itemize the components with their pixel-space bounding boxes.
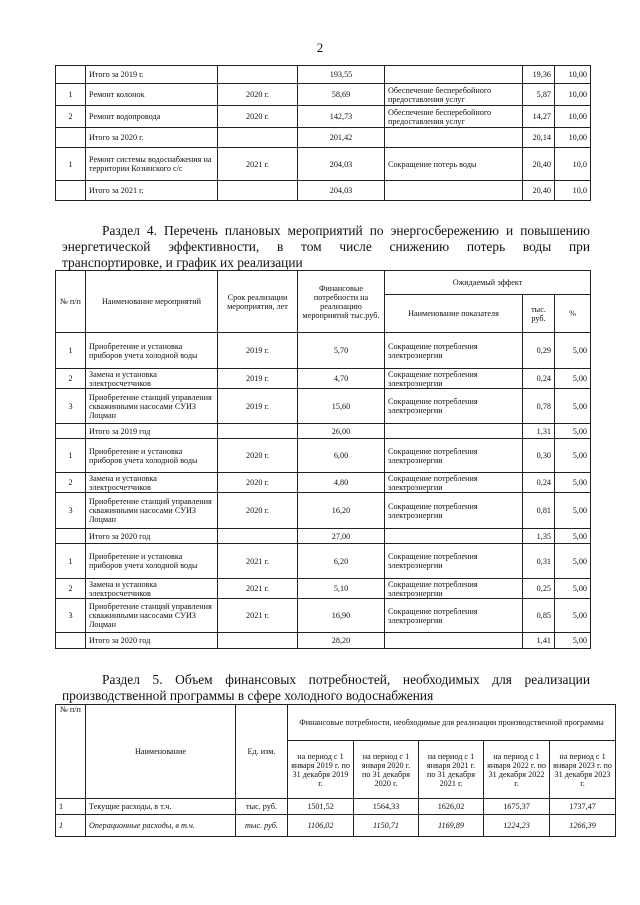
cell-year: 2021 г.: [218, 599, 298, 633]
cell-fin: 4,70: [298, 369, 385, 389]
cell-year: 2020 г.: [218, 439, 298, 473]
cell-cost: 193,55: [298, 66, 385, 84]
cell-pct: 5,00: [555, 599, 591, 633]
cell-indicator: Сокращение потребления электроэнергии: [385, 369, 523, 389]
cell-name: Итого за 2020 г.: [86, 128, 218, 148]
cell-pct: 5,00: [555, 473, 591, 493]
cell-pct: 5,00: [555, 633, 591, 649]
cell-name: Приобретение и установка приборов учета холодной воды: [86, 333, 218, 369]
cell-pct: 10,0: [555, 181, 591, 201]
cell-rub: 0,81: [523, 493, 555, 529]
cell-year: 2019 г.: [218, 333, 298, 369]
cell-name: Приобретение и установка приборов учета холодной воды: [86, 439, 218, 473]
cell-value: 1501,52: [288, 799, 354, 815]
cell-n: 2: [56, 369, 86, 389]
cell-n: [56, 633, 86, 649]
cell-year: [218, 128, 298, 148]
header-period: на период с 1 января 2022 г. по 31 декабря 2022 г.: [484, 741, 550, 799]
cell-year: 2020 г.: [218, 493, 298, 529]
cell-indicator: Сокращение потребления электроэнергии: [385, 544, 523, 579]
cell-name: Ремонт водопровода: [86, 106, 218, 128]
table-row: [56, 815, 616, 837]
table-row: [56, 66, 591, 84]
cell-name: Приобретение и установка приборов учета холодной воды: [86, 544, 218, 579]
cell-pct: 5,00: [555, 529, 591, 544]
cell-pct: 5,00: [555, 439, 591, 473]
cell-fin: 15,60: [298, 389, 385, 424]
cell-year: 2020 г.: [218, 84, 298, 106]
cell-n: 1: [56, 544, 86, 579]
cell-rub: 0,31: [523, 544, 555, 579]
cell-n: 1: [56, 799, 86, 815]
cell-indicator: Сокращение потребления электроэнергии: [385, 493, 523, 529]
header-period: на период с 1 января 2021 г. по 31 декабря 2021 г.: [419, 741, 484, 799]
cell-pct: 5,00: [555, 493, 591, 529]
cell-fin: 16,20: [298, 493, 385, 529]
cell-year: 2019 г.: [218, 389, 298, 424]
table-row: [56, 599, 591, 633]
cell-n: [56, 128, 86, 148]
cell-n: 3: [56, 493, 86, 529]
cell-indicator: [385, 633, 523, 649]
table-row: [56, 128, 591, 148]
cell-n: 3: [56, 389, 86, 424]
table-row: [56, 84, 591, 106]
cell-indicator: [385, 181, 523, 201]
header-n: № п/п: [56, 271, 86, 333]
cell-year: 2020 г.: [218, 473, 298, 493]
table-row: [56, 473, 591, 493]
table-energy-measures: [55, 270, 591, 649]
cell-fin: 5,10: [298, 579, 385, 599]
cell-year: 2021 г.: [218, 148, 298, 181]
table-row: [56, 148, 591, 181]
table-row: [56, 493, 591, 529]
cell-rub: 5,87: [523, 84, 555, 106]
cell-rub: 0,78: [523, 389, 555, 424]
cell-n: 1: [56, 148, 86, 181]
header-fin: Финансовые потребности на реализацию мероприятий тыс.руб.: [298, 271, 385, 333]
table-row: [56, 389, 591, 424]
cell-value: 1737,47: [550, 799, 616, 815]
cell-rub: 0,25: [523, 579, 555, 599]
cell-n: 2: [56, 106, 86, 128]
cell-name: Замена и установка электросчетчиков: [86, 473, 218, 493]
cell-rub: 1,41: [523, 633, 555, 649]
cell-n: 2: [56, 579, 86, 599]
cell-n: [56, 181, 86, 201]
cell-rub: 20,40: [523, 148, 555, 181]
cell-indicator: Сокращение потребления электроэнергии: [385, 579, 523, 599]
cell-name: Итого за 2020 год: [86, 529, 218, 544]
header-period: на период с 1 января 2019 г. по 31 декабря 2019 г.: [288, 741, 354, 799]
cell-n: 1: [56, 333, 86, 369]
cell-rub: 19,36: [523, 66, 555, 84]
cell-cost: 142,73: [298, 106, 385, 128]
cell-pct: 10,0: [555, 148, 591, 181]
table-row: [56, 633, 591, 649]
header-period: на период с 1 января 2023 г. по 31 декабря 2023 г.: [550, 741, 616, 799]
header-effect: Ожидаемый эффект: [385, 271, 591, 295]
cell-value: 1564,33: [354, 799, 419, 815]
header-rub: тыс. руб.: [523, 295, 555, 333]
cell-cost: 204,03: [298, 148, 385, 181]
header-group: Финансовые потребности, необходимые для реализации производственной программы: [288, 705, 616, 741]
cell-indicator: Сокращение потерь воды: [385, 148, 523, 181]
cell-name: Итого за 2020 год: [86, 633, 218, 649]
header-indicator: Наименование показателя: [385, 295, 523, 333]
header-term: Срок реализации мероприятия, лет: [218, 271, 298, 333]
cell-fin: 6,00: [298, 439, 385, 473]
cell-year: [218, 66, 298, 84]
cell-value: 1626,02: [419, 799, 484, 815]
cell-n: [56, 66, 86, 84]
cell-indicator: Сокращение потребления электроэнергии: [385, 473, 523, 493]
cell-year: [218, 529, 298, 544]
cell-year: 2019 г.: [218, 369, 298, 389]
cell-rub: 0,24: [523, 369, 555, 389]
cell-name: Итого за 2019 г.: [86, 66, 218, 84]
cell-indicator: [385, 128, 523, 148]
table-row: [56, 181, 591, 201]
cell-name: Приобретение станций управления скважинными насосами СУИЗ Лоцман: [86, 389, 218, 424]
page-number: 2: [316, 40, 324, 55]
cell-rub: 20,14: [523, 128, 555, 148]
cell-cost: 58,69: [298, 84, 385, 106]
cell-name: Итого за 2019 год: [86, 424, 218, 439]
cell-year: [218, 424, 298, 439]
table-row: [56, 369, 591, 389]
cell-value: 1224,23: [484, 815, 550, 837]
cell-pct: 5,00: [555, 333, 591, 369]
cell-fin: 4,80: [298, 473, 385, 493]
cell-name: Приобретение станций управления скважинными насосами СУИЗ Лоцман: [86, 599, 218, 633]
cell-value: 1169,89: [419, 815, 484, 837]
cell-rub: 0,24: [523, 473, 555, 493]
cell-cost: 201,42: [298, 128, 385, 148]
cell-rub: 1,35: [523, 529, 555, 544]
cell-rub: 0,85: [523, 599, 555, 633]
cell-n: 3: [56, 599, 86, 633]
header-unit: Ед. изм.: [236, 705, 288, 799]
cell-year: 2021 г.: [218, 579, 298, 599]
cell-n: [56, 424, 86, 439]
cell-indicator: Обеспечение бесперебойного предоставления услуг: [385, 84, 523, 106]
cell-indicator: Сокращение потребления электроэнергии: [385, 439, 523, 473]
table-continuation: [55, 65, 591, 201]
table-row: [56, 544, 591, 579]
header-pct: %: [555, 295, 591, 333]
table-row: [56, 439, 591, 473]
table-row: [56, 333, 591, 369]
cell-fin: 28,20: [298, 633, 385, 649]
section-4-heading: Раздел 4. Перечень плановых мероприятий по энергосбережению и повышению энергетической эффективности, в том числе снижению потерь воды при транспортировке, и график их реализации: [62, 223, 590, 270]
cell-indicator: Сокращение потребления электроэнергии: [385, 389, 523, 424]
cell-pct: 5,00: [555, 544, 591, 579]
cell-pct: 10,00: [555, 106, 591, 128]
cell-n: [56, 529, 86, 544]
cell-fin: 16,90: [298, 599, 385, 633]
cell-cost: 204,03: [298, 181, 385, 201]
cell-value: 1106,02: [288, 815, 354, 837]
cell-indicator: [385, 529, 523, 544]
cell-pct: 10,00: [555, 66, 591, 84]
cell-name: Ремонт системы водоснабжения на территории Козинского с/с: [86, 148, 218, 181]
cell-indicator: [385, 424, 523, 439]
cell-fin: 6,20: [298, 544, 385, 579]
cell-unit: тыс. руб.: [236, 799, 288, 815]
header-period: на период с 1 января 2020 г. по 31 декабря 2020 г.: [354, 741, 419, 799]
table-row: [56, 529, 591, 544]
cell-n: 1: [56, 439, 86, 473]
cell-rub: 1,31: [523, 424, 555, 439]
cell-rub: 0,30: [523, 439, 555, 473]
table-row: [56, 424, 591, 439]
header-name: Наименование: [86, 705, 236, 799]
cell-name: Ремонт колонок: [86, 84, 218, 106]
cell-fin: 5,70: [298, 333, 385, 369]
cell-value: 1266,39: [550, 815, 616, 837]
cell-indicator: Сокращение потребления электроэнергии: [385, 599, 523, 633]
cell-n: 1: [56, 815, 86, 837]
table-row: [56, 579, 591, 599]
header-n: № п/п: [56, 705, 86, 799]
table-row: [56, 106, 591, 128]
cell-rub: 0,29: [523, 333, 555, 369]
cell-indicator: Сокращение потребления электроэнергии: [385, 333, 523, 369]
cell-name: Приобретение станций управления скважинными насосами СУИЗ Лоцман: [86, 493, 218, 529]
cell-name: Операционные расходы, в т.ч.: [86, 815, 236, 837]
cell-year: [218, 633, 298, 649]
cell-name: Замена и установка электросчетчиков: [86, 579, 218, 599]
table-financial-needs: [55, 704, 616, 837]
cell-pct: 10,00: [555, 128, 591, 148]
cell-name: Текущие расходы, в т.ч.: [86, 799, 236, 815]
cell-pct: 5,00: [555, 369, 591, 389]
cell-value: 1150,71: [354, 815, 419, 837]
cell-indicator: [385, 66, 523, 84]
table-row: [56, 799, 616, 815]
cell-n: 1: [56, 84, 86, 106]
cell-rub: 20,40: [523, 181, 555, 201]
cell-rub: 14,27: [523, 106, 555, 128]
cell-n: 2: [56, 473, 86, 493]
cell-fin: 27,00: [298, 529, 385, 544]
cell-pct: 10,00: [555, 84, 591, 106]
cell-year: [218, 181, 298, 201]
cell-year: 2021 г.: [218, 544, 298, 579]
cell-pct: 5,00: [555, 424, 591, 439]
cell-pct: 5,00: [555, 579, 591, 599]
cell-fin: 26,00: [298, 424, 385, 439]
cell-name: Замена и установка электросчетчиков: [86, 369, 218, 389]
cell-name: Итого за 2021 г.: [86, 181, 218, 201]
cell-indicator: Обеспечение бесперебойного предоставления услуг: [385, 106, 523, 128]
header-name: Наименование мероприятий: [86, 271, 218, 333]
section-5-heading: Раздел 5. Объем финансовых потребностей, необходимых для реализации производственной программы в сфере холодного водоснабжения: [62, 672, 590, 703]
cell-unit: тыс. руб.: [236, 815, 288, 837]
cell-value: 1675,37: [484, 799, 550, 815]
cell-pct: 5,00: [555, 389, 591, 424]
cell-year: 2020 г.: [218, 106, 298, 128]
